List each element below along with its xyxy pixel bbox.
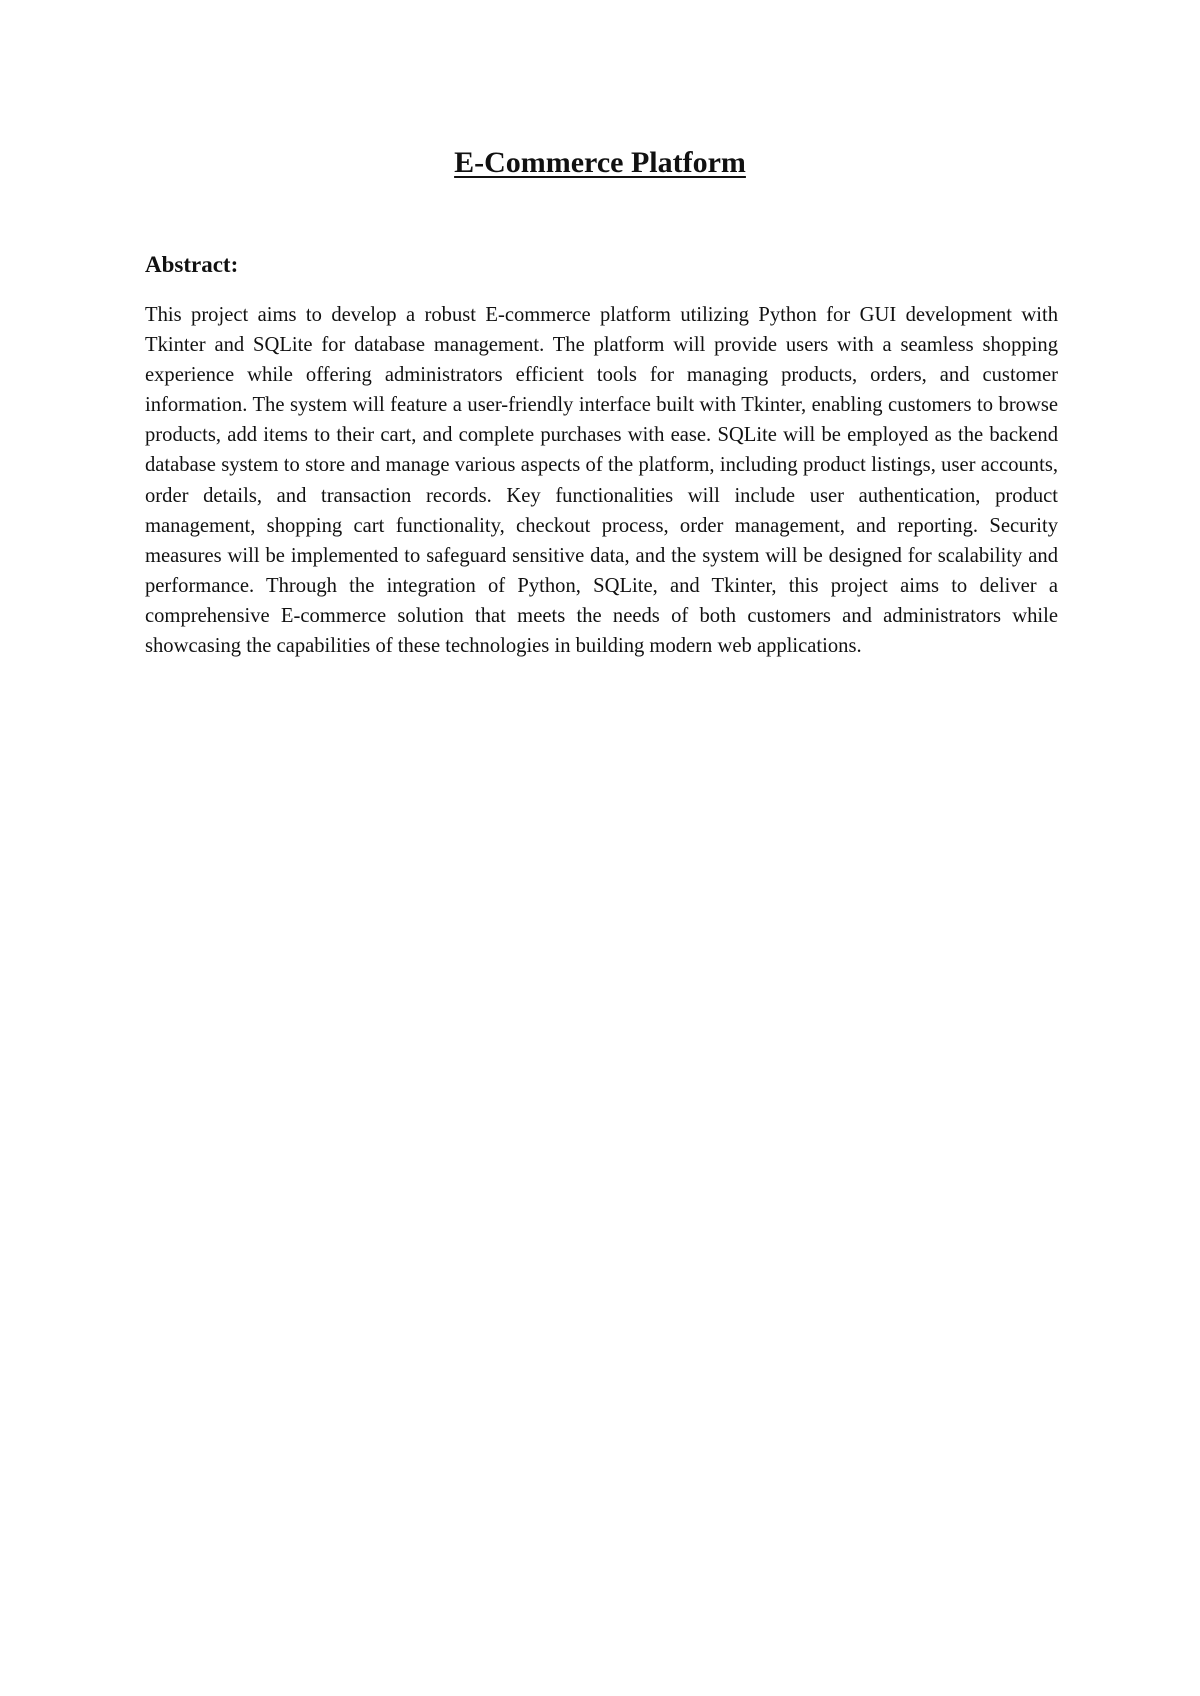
abstract-paragraph: This project aims to develop a robust E-commerce platform utilizing Python for GUI development with Tkinter and SQLite for database management. The platform will provide users with a seamless shopping experience while offering administrators efficient tools for managing products, orders, and customer information. The system will feature a user-friendly interface built with Tkinter, enabling customers to browse products, add items to their cart, and complete purchases with ease. SQLite will be employed as the backend database system to store and manage various aspects of the platform, including product listings, user accounts, order details, and transaction records. Key functionalities will include user authentication, product management, shopping cart functionality, checkout process, order management, and reporting. Security measures will be implemented to safeguard sensitive data, and the system will be designed for scalability and performance. Through the integration of Python, SQLite, and Tkinter, this project aims to deliver a comprehensive E-commerce solution that meets the needs of both customers and administrators while showcasing the capabilities of these technologies in building modern web applications. [145,304,1058,658]
document-title: E-Commerce Platform [454,146,746,179]
abstract-heading: Abstract: [145,252,239,277]
